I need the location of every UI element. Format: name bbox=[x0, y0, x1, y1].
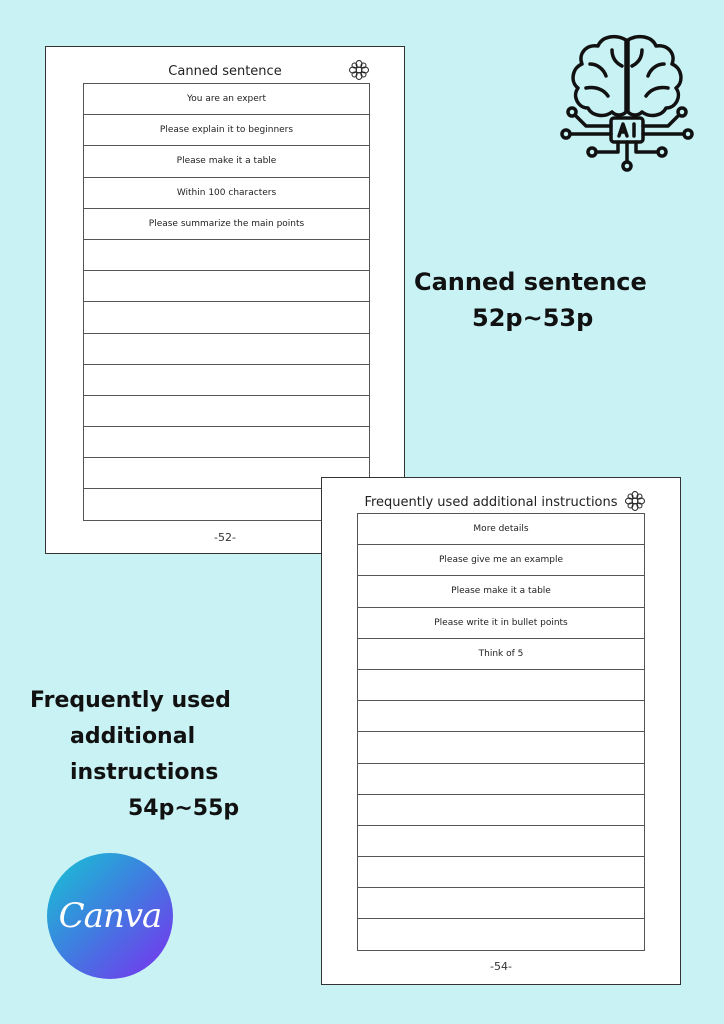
table-row: Please give me an example bbox=[358, 545, 644, 576]
table-row bbox=[358, 764, 644, 795]
page-number: -52- bbox=[214, 531, 236, 544]
table-row: You are an expert bbox=[84, 84, 369, 115]
table-row bbox=[358, 919, 644, 950]
additional-instructions-table bbox=[357, 513, 645, 951]
table-row: Please make it a table bbox=[84, 146, 369, 177]
canned-sentence-table bbox=[83, 83, 370, 521]
page-title: Frequently used additional instructions bbox=[364, 495, 618, 510]
table-row bbox=[84, 427, 369, 458]
table-row bbox=[358, 732, 644, 763]
table-row: Please summarize the main points bbox=[84, 209, 369, 240]
table-row bbox=[358, 857, 644, 888]
table-row bbox=[84, 365, 369, 396]
flower-icon bbox=[348, 59, 370, 81]
canva-logo-text: Canva bbox=[58, 896, 162, 936]
caption-canned-sentence bbox=[414, 264, 654, 336]
table-row bbox=[358, 701, 644, 732]
page-number: -54- bbox=[490, 960, 512, 973]
table-row bbox=[84, 334, 369, 365]
canva-logo bbox=[47, 853, 173, 979]
table-row: Please write it in bullet points bbox=[358, 608, 644, 639]
table-row bbox=[358, 795, 644, 826]
table-row bbox=[84, 240, 369, 271]
table-row bbox=[358, 888, 644, 919]
table-row: Think of 5 bbox=[358, 639, 644, 670]
page-title: Canned sentence bbox=[168, 64, 282, 79]
caption-additional-instructions bbox=[30, 683, 320, 827]
caption-title-line2: additional instructions bbox=[70, 724, 219, 785]
table-row: Please make it a table bbox=[358, 576, 644, 607]
caption-title: Canned sentence bbox=[414, 268, 647, 296]
ai-brain-circuit-icon bbox=[556, 30, 698, 172]
table-row: Within 100 characters bbox=[84, 178, 369, 209]
table-row bbox=[358, 826, 644, 857]
table-row bbox=[358, 670, 644, 701]
table-row bbox=[84, 271, 369, 302]
table-row: Please explain it to beginners bbox=[84, 115, 369, 146]
page-54 bbox=[321, 477, 681, 985]
caption-title-line1: Frequently used bbox=[30, 688, 231, 713]
caption-pages: 54p~55p bbox=[128, 796, 240, 821]
table-row bbox=[84, 396, 369, 427]
flower-icon bbox=[624, 490, 646, 512]
table-row: More details bbox=[358, 514, 644, 545]
table-row bbox=[84, 302, 369, 333]
caption-pages: 52p~53p bbox=[472, 304, 594, 332]
